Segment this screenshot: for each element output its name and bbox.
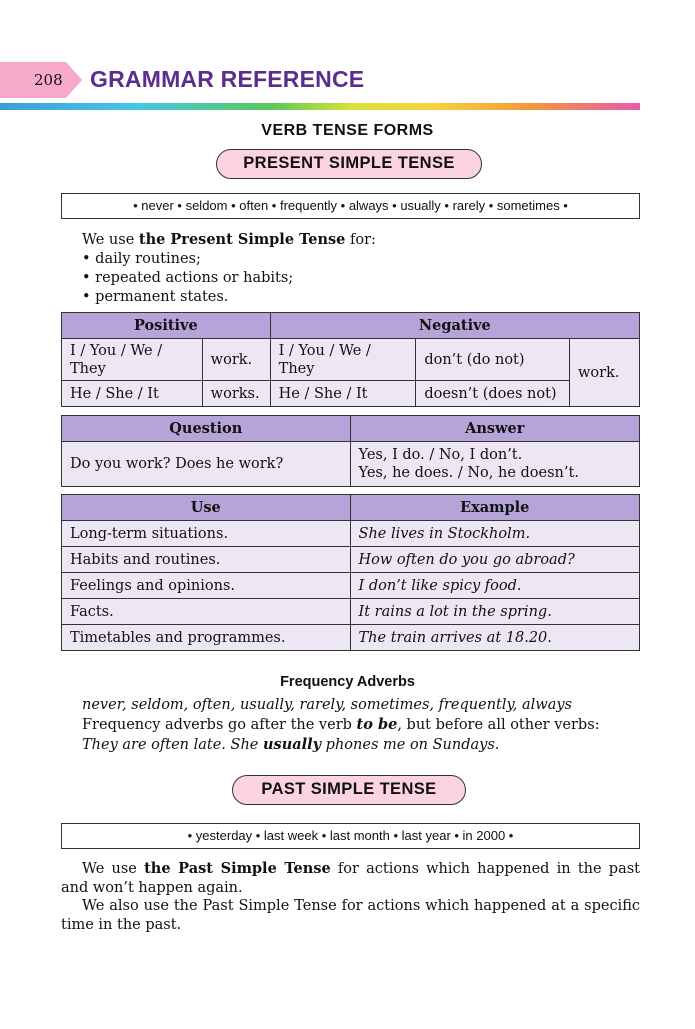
example-header: Example xyxy=(350,495,639,521)
section-title: VERB TENSE FORMS xyxy=(261,122,434,139)
use-cell: Facts. xyxy=(62,599,351,625)
example-cell: She lives in Stockholm. xyxy=(350,521,639,547)
example-cell: The train arrives at 18.20. xyxy=(350,625,639,651)
frequency-example: They are often late. She usually phones me on Sundays. xyxy=(82,736,500,753)
question-answer-table xyxy=(61,415,640,487)
forms-cell: I / You / We / They xyxy=(270,339,416,381)
table-row xyxy=(62,547,640,573)
example-cell: I don’t like spicy food. xyxy=(350,573,639,599)
forms-cell: works. xyxy=(202,381,270,407)
forms-table xyxy=(61,312,640,407)
present-intro xyxy=(82,230,642,307)
answer-header: Answer xyxy=(350,416,639,442)
question-cell: Do you work? Does he work? xyxy=(62,442,351,487)
use-cell: Feelings and opinions. xyxy=(62,573,351,599)
frequency-list: never, seldom, often, usually, rarely, sometimes, frequently, always xyxy=(82,697,572,713)
answer-cell: Yes, I do. / No, I don’t. Yes, he does. / No, he doesn’t. xyxy=(350,442,639,487)
present-intro-line: We use the Present Simple Tense for: xyxy=(82,231,376,248)
present-bullet: • repeated actions or habits; xyxy=(82,270,294,286)
use-cell: Long-term situations. xyxy=(62,521,351,547)
forms-cell: work. xyxy=(570,339,640,407)
table-row xyxy=(62,573,640,599)
table-row xyxy=(62,521,640,547)
example-cell: It rains a lot in the spring. xyxy=(350,599,639,625)
usage-table xyxy=(61,494,640,651)
forms-cell: work. xyxy=(202,339,270,381)
past-simple-pill: PAST SIMPLE TENSE xyxy=(232,775,466,805)
use-header: Use xyxy=(62,495,351,521)
negative-header: Negative xyxy=(270,313,639,339)
frequency-text xyxy=(82,696,642,755)
past-paragraph-1: We use the Past Simple Tense for actions which happened in the past and won’t happen again. xyxy=(61,860,640,896)
rainbow-divider xyxy=(0,103,640,110)
table-row xyxy=(62,599,640,625)
frequency-heading: Frequency Adverbs xyxy=(280,674,415,690)
use-cell: Habits and routines. xyxy=(62,547,351,573)
forms-cell: doesn’t (does not) xyxy=(416,381,570,407)
table-row xyxy=(62,625,640,651)
forms-cell: He / She / It xyxy=(270,381,416,407)
past-paragraph-2: We also use the Past Simple Tense for actions which happened at a specific time in the past. xyxy=(61,898,640,933)
page-title: GRAMMAR REFERENCE xyxy=(90,66,365,92)
positive-header: Positive xyxy=(62,313,271,339)
page-header xyxy=(0,62,695,98)
use-cell: Timetables and programmes. xyxy=(62,625,351,651)
question-header: Question xyxy=(62,416,351,442)
present-bullet: • daily routines; xyxy=(82,251,201,267)
example-cell: How often do you go abroad? xyxy=(350,547,639,573)
frequency-rule: Frequency adverbs go after the verb to be, but before all other verbs: xyxy=(82,716,600,733)
page-number: 208 xyxy=(34,71,63,89)
forms-cell: don’t (do not) xyxy=(416,339,570,381)
forms-cell: I / You / We / They xyxy=(62,339,203,381)
present-markers-box: • never • seldom • often • frequently • always • usually • rarely • sometimes • xyxy=(61,193,640,219)
forms-cell: He / She / It xyxy=(62,381,203,407)
past-markers-box: • yesterday • last week • last month • last year • in 2000 • xyxy=(61,823,640,849)
present-simple-pill: PRESENT SIMPLE TENSE xyxy=(216,149,482,179)
present-bullet: • permanent states. xyxy=(82,289,229,305)
